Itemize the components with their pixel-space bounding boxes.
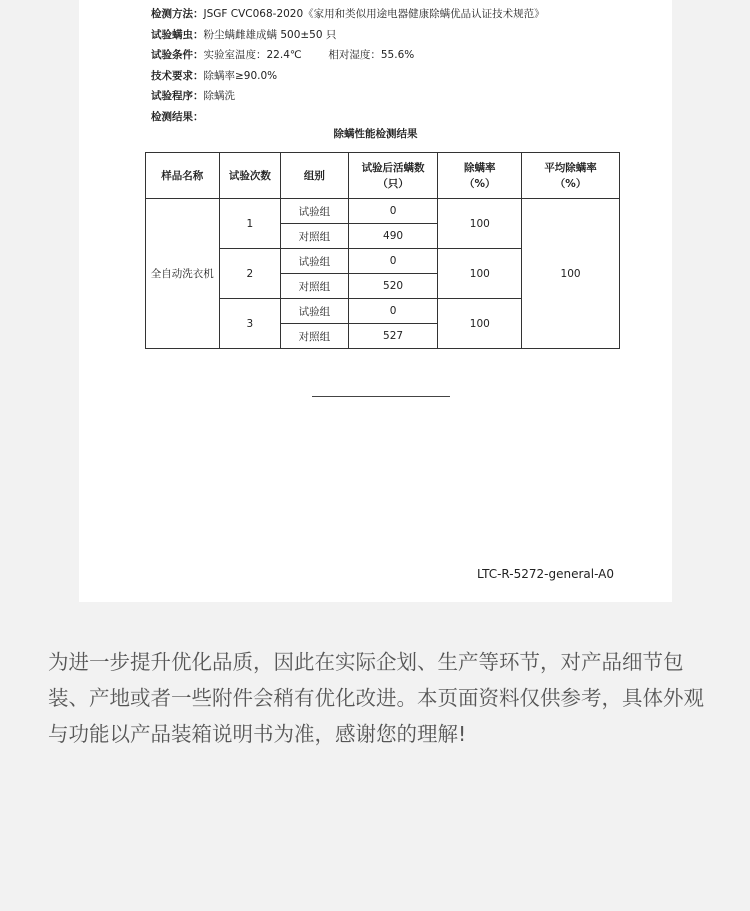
round-cell: 3 — [219, 299, 281, 349]
table-header-row — [146, 153, 620, 199]
results-table — [145, 152, 620, 349]
header-live-mites: 试验后活螨数 （只） — [348, 153, 438, 199]
mite-count-cell: 490 — [348, 224, 438, 249]
round-cell: 2 — [219, 249, 281, 299]
meta-mites: 试验螨虫：粉尘螨雌雄成螨 500±50 只 — [151, 28, 337, 41]
meta-conditions: 试验条件：实验室温度：22.4℃ 相对湿度：55.6% — [151, 49, 415, 61]
group-cell: 对照组 — [281, 324, 349, 349]
signature-line — [312, 396, 450, 397]
table-title: 除螨性能检测结果 — [333, 128, 418, 140]
report-meta — [151, 4, 545, 127]
table-row — [146, 199, 620, 224]
header-test-round: 试验次数 — [219, 153, 281, 199]
disclaimer-text: 为进一步提升优化品质，因此在实际企划、生产等环节，对产品细节包装、产地或者一些附件会稍有优化改进。本页面资料仅供参考，具体外观与功能以产品装箱说明书为准，感谢您的理解! — [48, 650, 704, 746]
group-cell: 试验组 — [281, 299, 349, 324]
report-id: LTC-R-5272-general-A0 — [477, 567, 614, 581]
removal-rate-cell: 100 — [438, 199, 522, 249]
meta-method: 检测方法：JSGF CVC068-2020《家用和类似用途电器健康除螨优品认证技术规范》 — [151, 8, 545, 20]
average-rate-cell: 100 — [522, 199, 620, 349]
round-cell: 1 — [219, 199, 281, 249]
mite-count-cell: 0 — [348, 299, 438, 324]
meta-requirement: 技术要求：除螨率≥90.0% — [151, 69, 278, 82]
header-average-rate: 平均除螨率 （%） — [522, 153, 620, 199]
mite-count-cell: 0 — [348, 199, 438, 224]
group-cell: 对照组 — [281, 274, 349, 299]
meta-results: 检测结果： — [151, 110, 204, 123]
header-sample-name: 样品名称 — [146, 153, 220, 199]
group-cell: 试验组 — [281, 249, 349, 274]
removal-rate-cell: 100 — [438, 299, 522, 349]
group-cell: 试验组 — [281, 199, 349, 224]
meta-procedure: 试验程序：除螨洗 — [151, 90, 235, 102]
header-removal-rate: 除螨率 （%） — [438, 153, 522, 199]
sample-name-cell: 全自动洗衣机 — [146, 199, 220, 349]
mite-count-cell: 527 — [348, 324, 438, 349]
mite-count-cell: 520 — [348, 274, 438, 299]
test-report-page — [79, 0, 672, 602]
header-group: 组别 — [281, 153, 349, 199]
removal-rate-cell: 100 — [438, 249, 522, 299]
mite-count-cell: 0 — [348, 249, 438, 274]
group-cell: 对照组 — [281, 224, 349, 249]
